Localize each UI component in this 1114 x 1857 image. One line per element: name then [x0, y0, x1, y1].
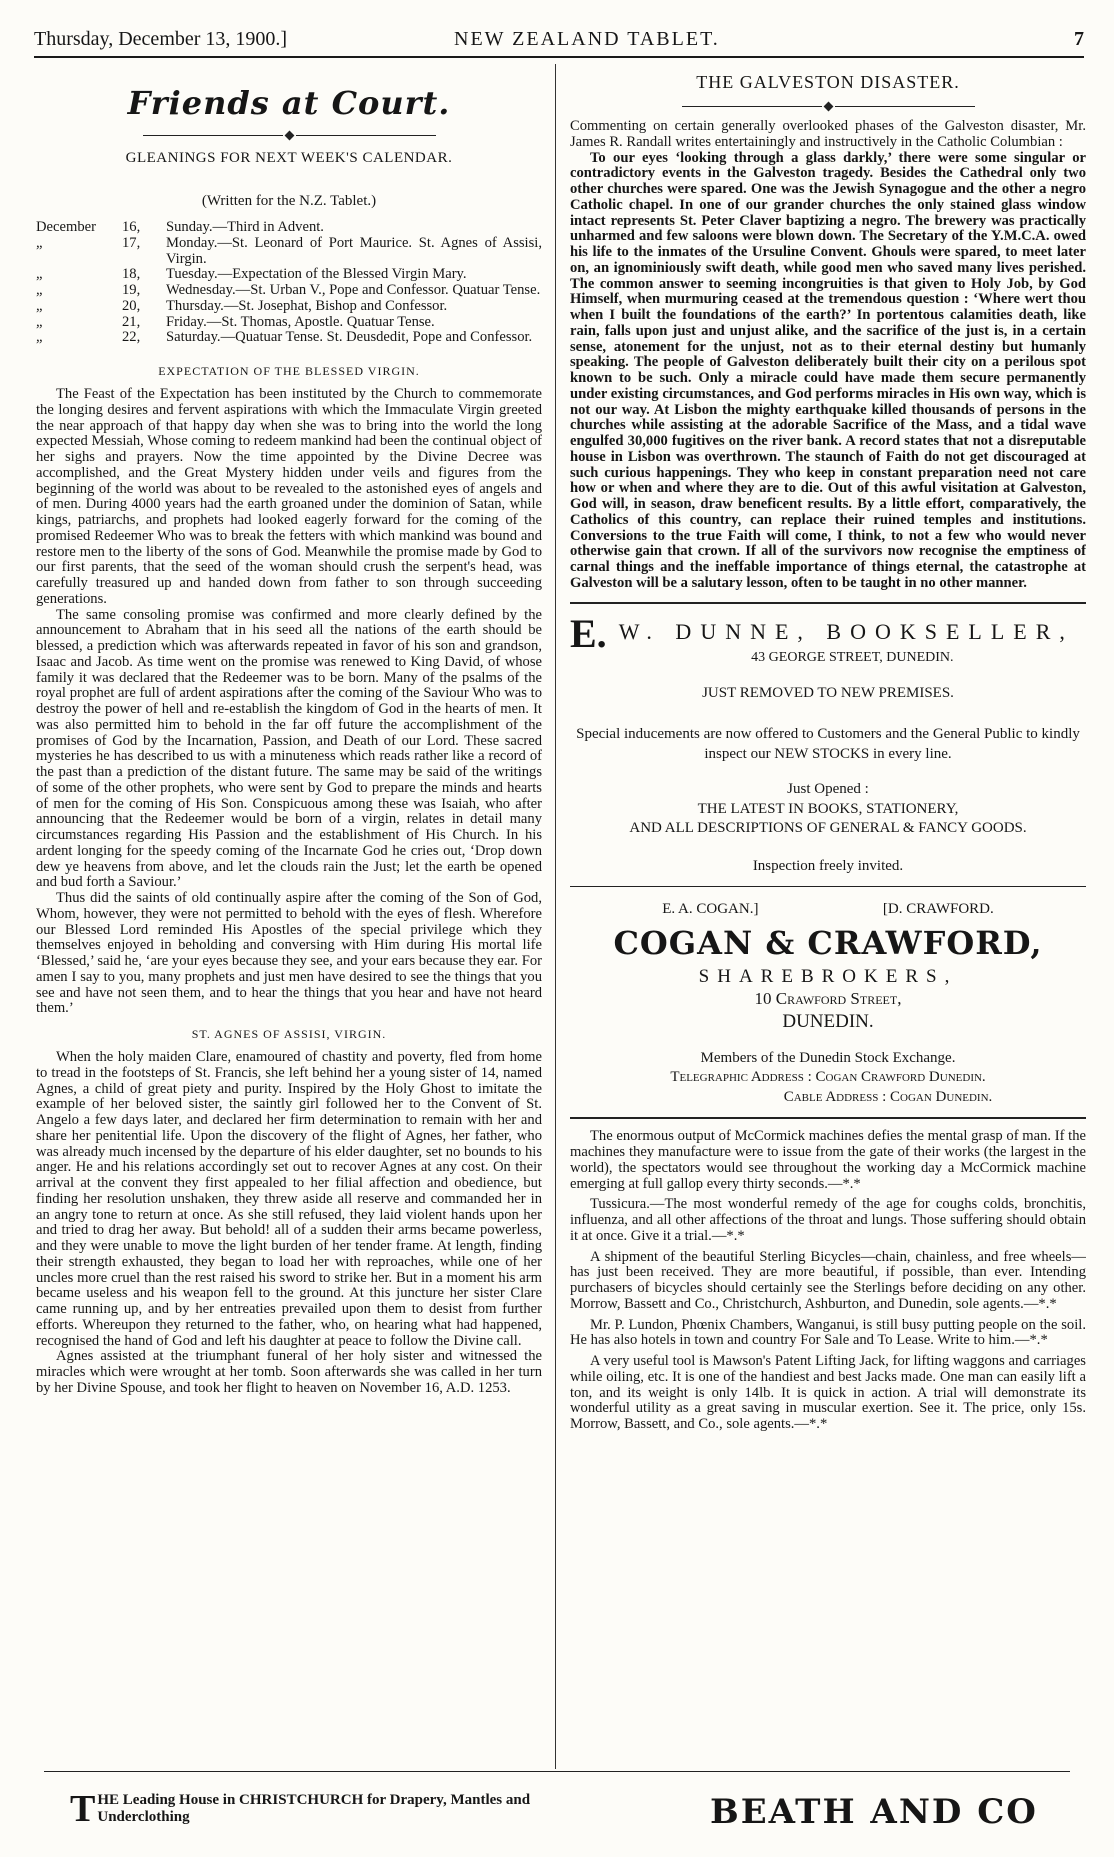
footer-rule [44, 1771, 1070, 1772]
left-column [36, 66, 542, 1766]
cogan-advertisement [570, 901, 1086, 1107]
notice-paragraph: A shipment of the beautiful Sterling Bicycles—chain, chainless, and free wheels—has just been received. They are more beautiful, if possible, than ever. Intending purchasers of bicycles should certainly see the Sterlings before deciding on any other. Morrow, Bassett and Co., Christchurch, Ashburton, and Dunedin, sole agents.—*.* [570, 1248, 1086, 1312]
calendar-ditto: „ [36, 266, 43, 283]
notice-paragraph: The enormous output of McCormick machines defies the mental grasp of man. If the machines they manufacture were to issue from the gate of their works (the largest in the world), the spectators would see throughout the working day a McCormick machine emerging at full gallop every thirty seconds.—*.* [570, 1128, 1086, 1192]
footer-drapery-ad [70, 1788, 531, 1830]
calendar-text: Sunday.—Third in Advent. [166, 219, 324, 235]
dunne-initial: E. [570, 610, 607, 656]
article-paragraph: Agnes assisted at the triumphant funeral of her holy sister and witnessed the miracles which were wrought at her tomb. Soon afterwards she was called in her turn by her Divine Spouse, and took her flight to heaven on November 16, A.D. 1253. [36, 1348, 542, 1396]
cogan-partner: E. A. COGAN.] [662, 901, 759, 917]
dunne-header [570, 610, 1086, 666]
dunne-just-opened: Just Opened : [787, 781, 869, 797]
calendar-text: Wednesday.—St. Urban V., Pope and Confessor. Quatuar Tense. [166, 282, 541, 298]
calendar-text: Saturday.—Quatuar Tense. St. Deusdedit, Pope and Confessor. [166, 329, 533, 346]
calendar-date: 21, [122, 313, 141, 330]
cogan-city: DUNEDIN. [782, 1011, 874, 1033]
calendar-entry [36, 267, 542, 283]
byline: (Written for the N.Z. Tablet.) [201, 193, 377, 209]
calendar-entry [36, 299, 542, 315]
issue-date: Thursday, December 13, 1900.] [34, 28, 288, 50]
calendar-text: Thursday.—St. Josephat, Bishop and Confessor. [166, 297, 448, 314]
galveston-article [570, 119, 1086, 592]
cogan-cable: Cable Address : Cogan Dunedin. [783, 1088, 993, 1105]
calendar-date: 18, [122, 266, 141, 283]
ad-divider [570, 602, 1086, 604]
cogan-members: Members of the Dunedin Stock Exchange. [700, 1049, 956, 1066]
dunne-removed: JUST REMOVED TO NEW PREMISES. [702, 684, 954, 701]
calendar-month: December [36, 219, 96, 235]
cogan-sharebrokers: SHAREBROKERS, [698, 966, 958, 987]
footer-line: Underclothing [97, 1809, 190, 1826]
calendar-entry [36, 330, 542, 346]
dunne-advertisement [570, 610, 1086, 877]
notice-paragraph: Tussicura.—The most wonderful remedy of the age for coughs colds, bronchitis, influenza, and all other affections of the throat and lungs. Those suffering should obtain it at once. Give it a trial.—*.* [570, 1196, 1086, 1244]
calendar-text: Friday.—St. Thomas, Apostle. Quatuar Tense. [166, 313, 435, 330]
calendar-list [36, 220, 542, 346]
section-heading: EXPECTATION OF THE BLESSED VIRGIN. [158, 364, 420, 378]
right-column [570, 66, 1086, 1766]
section-heading: ST. AGNES OF ASSISI, VIRGIN. [191, 1027, 387, 1041]
calendar-date: 22, [122, 329, 141, 346]
footer-text-block [97, 1792, 530, 1827]
cogan-telegraphic: Telegraphic Address : Cogan Crawford Dunedin. [670, 1069, 986, 1086]
cogan-street: 10 Crawford Street, [754, 989, 902, 1008]
notices [570, 1129, 1086, 1433]
dunne-latest: THE LATEST IN BOOKS, STATIONERY, [697, 800, 959, 817]
page-number: 7 [1074, 28, 1084, 50]
crawford-partner: [D. CRAWFORD. [882, 901, 994, 917]
calendar-entry [36, 283, 542, 299]
calendar-date: 17, [122, 234, 141, 251]
column-title: Friends at Court. [127, 84, 451, 122]
article-paragraph: Thus did the saints of old continually aspire after the coming of the Son of God, Whom, however, they were not permitted to behold with the eyes of flesh. Wherefore our Blessed Lord reminded His Apostles of the special privilege which they themselves enjoyed in beholding and conversing with Him during His mortal life ‘Blessed,’ said he, ‘are your eyes because they see, and your ears because they ear. For amen I say to you, many prophets and just men have desired to see the things that you see and have not seen them, and to hear the things that you hear and have not heard them.’ [36, 890, 542, 1017]
calendar-ditto: „ [36, 234, 43, 251]
column-divider [555, 64, 556, 1769]
footer-line: HE Leading House in CHRISTCHURCH for Drapery, Mantles and [97, 1792, 531, 1808]
calendar-ditto: „ [36, 329, 43, 346]
calendar-date: 20, [122, 297, 141, 314]
calendar-entry [36, 236, 542, 268]
dunne-all: AND ALL DESCRIPTIONS OF GENERAL & FANCY GOODS. [629, 820, 1027, 836]
ad-divider [570, 1117, 1086, 1119]
beath-and-co-logo: BEATH AND CO [710, 1792, 1038, 1832]
calendar-text: Monday.—St. Leonard of Port Maurice. St. Agnes of Assisi, Virgin. [166, 234, 542, 267]
calendar-date: 19, [122, 282, 141, 298]
running-head [34, 28, 1084, 58]
article-paragraph: The same consoling promise was confirmed and more clearly defined by the announcement to Abraham that in his seed all the nations of the earth should be blessed, a prediction which was afterwards repeated in favor of his son and grandson, Isaac and Jacob. As time went on the promise was renewed to King David, of whose family it was declared that the Redeemer was to be born. Many of the psalms of the royal prophet are full of ardent aspirations after the coming of the Saviour Who was to destroy the power of hell and re-establish the kingdom of God in the hearts of men. It was also permitted him to behold in the far off future the accomplishment of the promises of God by the Incarnation, Passion, and Death of our Lord. These sacred mysteries he has described to us with a minuteness which reads rather like a record of the past than a prediction of the distant future. The same may be said of the writings of some of the other prophets, who were sent by God to prepare the minds and hearts of men for the coming of His Son. Conspicuous among these was Isaiah, who after announcing that the Redeemer would be born of a virgin, relates in detail many circumstances regarding His Passion and the establishment of His Church. In his ardent longing for the speedy coming of the Incarnate God he cries out, ‘Drop down dew ye heavens from above, and let the clouds rain the Just; let the earth be opened and bud forth a Saviour.’ [36, 606, 542, 891]
footer-advertisement [70, 1780, 1070, 1850]
article-paragraph: The Feast of the Expectation has been instituted by the Church to commemorate the longing desires and fervent aspirations with which the Immaculate Virgin greeted the near approach of that happy day when she was to bring into the world the long expected Messiah, Whose coming to redeem mankind had been the continual object of her sighs and prayers. Now the time appointed by the Divine Decree was accomplished, and the Great Mystery hidden under veils and figures from the beginning of the world was about to be revealed to the astonished eyes of angels and of men. During 4000 years had the earth groaned under the dominion of Satan, while kings, patriarchs, and prophets had looked eagerly forward for the coming of the promised Redeemer Who was to break the fetters with which mankind was bound and restore men to the liberty of the sons of God. Meanwhile the promise made by God to our first parents, that the seed of the woman should crush the serpent's head, was carefully treasured up and handed down from father to son through succeeding generations. [36, 386, 542, 607]
cogan-partners [600, 901, 1056, 918]
calendar-entry [36, 315, 542, 331]
dunne-name: W. DUNNE, BOOKSELLER, [618, 618, 1074, 644]
ornament-rule [570, 99, 1086, 113]
publication-title: NEW ZEALAND TABLET. [454, 28, 720, 50]
cogan-title: COGAN & CRAWFORD, [613, 924, 1043, 962]
dunne-inspection: Inspection freely invited. [752, 857, 904, 874]
ornament-rule [36, 128, 542, 142]
dunne-heading-block [619, 614, 1086, 666]
notice-paragraph: A very useful tool is Mawson's Patent Lifting Jack, for lifting waggons and carriages while oiling, etc. It is one of the handiest and best Jacks made. One man can easily lift a ton, and its weight is only 14lb. It is quick in action. A trial will demonstrate its wonderful utility as a great saving in muscular exertion. See it. The price, only 15s. Morrow, Bassett, and Co., sole agents.—*.* [570, 1353, 1086, 1433]
article-paragraph: To our eyes ‘looking through a glass darkly,’ there were some singular or contradictory events in the Galveston tragedy. Besides the Cathedral only two other churches were spared. One was the Jewish Synagogue and the other a negro Catholic chapel. In one of our grander churches the only stained glass window intact represents St. Peter Claver baptizing a negro. The brewery was practically unharmed and few saloons were blown down. The Secretary of the Y.M.C.A. owed his life to the inmates of the Ursuline Convent. Ghouls were spared, to meet later on, an ignominiously swift death, while good men who saved many lives perished. The common answer to seeming incongruities is that given to Holy Job, by God Himself, when murmuring ceased at the tremendous question : ‘Where wert thou when I built the foundations of the earth?’ In portentous calamities death, like rain, falls upon just and unjust alike, and the sacrifice of the just is, in a certain sense, atonement for the unjust, not as to their eternal destiny but humanly speaking. The people of Galveston deliberately built their city on a perilous spot known to be such. Only a miracle could have made them secure permanently under existing circumstances, and God performs miracles in His own way, which is not our way. At Lisbon the mighty earthquake killed thousands of persons in the churches while assisting at the adorable Sacrifice of the Mass, and a tidal wave engulfed 30,000 fugitives on the river bank. A record states that not a disreputable house in Lisbon was overthrown. The staunch of Faith do not get discouraged at such curious happenings. They who keep in constant preparation need not care how or when and where they are to die. Out of this awful visitation at Galveston, God will, in season, draw beneficent results. By a little effort, comparatively, the Catholics of this country, can replace their ruined temples and institutions. Conversions to the true Faith will come, I think, to not a few who would never otherwise gain that crown. If all of the survivors now recognise the emptiness of carnal things and the ineffable importance of things eternal, the catastrophe at Galveston will be a salutary lesson, often to be taught in no other manner. [570, 149, 1086, 591]
calendar-ditto: „ [36, 313, 43, 330]
galveston-title: THE GALVESTON DISASTER. [696, 72, 960, 92]
footer-initial: T [70, 1788, 96, 1830]
dunne-special: Special inducements are now offered to Customers and the General Public to kindly inspect our NEW STOCKS in every line. [576, 726, 1080, 762]
notice-paragraph: Mr. P. Lundon, Phœnix Chambers, Wanganui, is still busy putting people on the soil. He has also hotels in town and country For Sale and To Lease. Write to him.—*.* [570, 1316, 1086, 1349]
calendar-date: 16, [122, 219, 141, 235]
calendar-entry [36, 220, 542, 236]
calendar-text: Tuesday.—Expectation of the Blessed Virgin Mary. [166, 266, 467, 283]
ad-divider [570, 886, 1086, 887]
calendar-ditto: „ [36, 297, 43, 314]
dunne-address: 43 GEORGE STREET, DUNEDIN. [751, 649, 954, 665]
article-paragraph: When the holy maiden Clare, enamoured of chastity and poverty, fled from home to tread in the footsteps of St. Francis, she left behind her a young sister of 14, named Agnes, a child of great piety and purity. Inspired by the Holy Ghost to imitate the example of her beloved sister, the saintly girl followed her to the Convent of St. Angelo a few days later, and declared her firm determination to remain with her and share her penitential life. Upon the discovery of the flight of Agnes, her father, who was already much incensed by the departure of his elder daughter, set no bounds to his anger. He and his relations accordingly set out to recover Agnes at any cost. On their arrival at the convent they first appealed to her filial affection and obedience, but finding her resolution unshaken, they threw aside all reserve and commanded her in an angry tone to return at once. As she still refused, they laid violent hands upon her and tried to drag her away. But behold! all of a sudden their arms became powerless, and they were unable to move the light burden of her tender frame. At length, finding their strength exhausted, they began to load her with reproaches, while one of her uncles more cruel than the rest raised his sword to strike her. But in a moment his arm became useless and his weapon fell to the ground. At this juncture her sister Clare came running up, and by her entreaties prevailed upon them to desist from further efforts. Whereupon they returned to the father, who, on hearing what had happened, recognised the hand of God and left his daughter at peace to follow the Divine call. [36, 1049, 542, 1349]
article-intro: Commenting on certain generally overlooked phases of the Galveston disaster, Mr. James R. Randall writes entertainingly and instructively in the Catholic Columbian : [570, 118, 1086, 150]
column-subtitle: GLEANINGS FOR NEXT WEEK'S CALENDAR. [125, 150, 453, 166]
calendar-ditto: „ [36, 282, 43, 298]
